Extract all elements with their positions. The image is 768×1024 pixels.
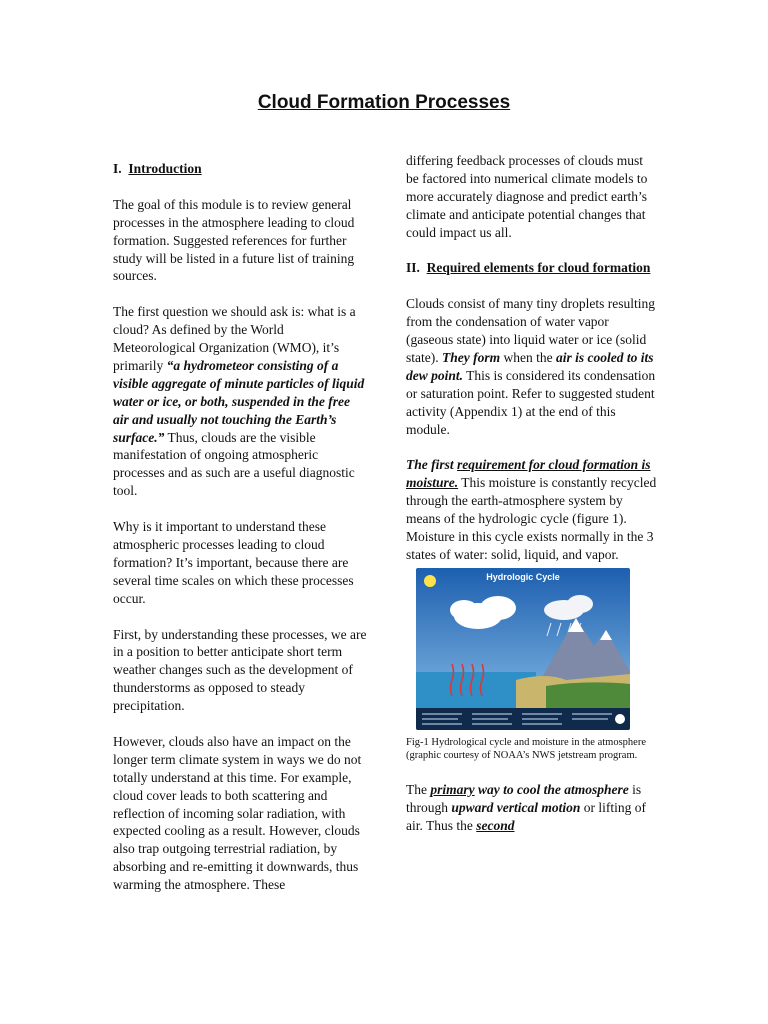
clouds-text-2: when the — [500, 349, 556, 365]
hydrologic-cycle-image — [416, 568, 630, 730]
page-title: Cloud Formation Processes — [257, 92, 511, 113]
they-form-emphasis: They form — [442, 349, 501, 365]
second-emphasis: second — [476, 817, 515, 833]
intro-heading-text: Introduction — [128, 161, 202, 176]
primary-emphasis: primary — [430, 781, 475, 797]
intro-p2-text-end: Thus, clouds are the visible manifestation of ongoing atmospheric processes and as such are a useful diagnostic tool. — [113, 429, 355, 499]
upward-motion-emphasis: upward vertical motion — [451, 799, 581, 815]
intro-paragraph-4: First, by understanding these processes, we are in a position to better anticipate short term weather changes such as the development of thunderstorms as opposed to steady precipitation. — [113, 626, 367, 714]
intro-paragraph-2 — [113, 303, 369, 500]
moisture-emphasis: moisture. — [406, 475, 459, 491]
cool-atmosphere-emphasis: way to cool the atmosphere — [474, 781, 629, 797]
primary-text-3: or lifting of air. Thus the — [406, 799, 647, 833]
primary-text: The — [406, 781, 431, 797]
intro-paragraph-3: Why is it important to understand these atmospheric processes leading to cloud formation? It’s important, because there are several time scales on which these processes occur. — [113, 519, 354, 606]
intro-paragraph-1: The goal of this module is to review general processes in the atmosphere leading to cloud formation. Suggested references for further study will be listed in a future list of training sources. — [113, 196, 355, 284]
noaa-logo-icon — [615, 714, 625, 724]
section-2-number: II. — [406, 260, 420, 276]
section-2-heading-text: Required elements for cloud formation — [426, 260, 651, 276]
figure-caption: Fig-1 Hydrological cycle and moisture in the atmosphere (graphic courtesy of NOAA’s NWS jetstream program. — [406, 736, 646, 762]
section-2-heading — [406, 259, 658, 277]
right-column — [406, 152, 658, 852]
hydrologic-cycle-graphic — [416, 568, 630, 730]
clouds-text: Clouds consist of many tiny droplets resulting from the condensation of water vapor (gaseous state) into liquid water or ice (solid state). — [406, 296, 655, 365]
section-2-paragraph-1 — [406, 295, 658, 438]
primary-text-2: is through — [406, 781, 642, 815]
wmo-definition-quote: “a hydrometeor consisting of a visible aggregate of minute particles of liquid water or ice, or both, suspended in the free air and usually not touching the Earth’s surface.” — [113, 357, 365, 445]
sun-icon — [424, 575, 436, 587]
section-2-paragraph-3 — [406, 781, 658, 835]
clouds-text-3: This is considered its condensation or saturation point. Refer to suggested student activity (Appendix 1) at the end of this module. — [406, 367, 656, 437]
intro-heading — [113, 160, 369, 178]
left-column — [113, 160, 369, 912]
moisture-text: This moisture is constantly recycled through the earth-atmosphere system by means of the hydrologic cycle (figure 1). Moisture in this cycle exists normally in the 3 states of water: solid, liquid, and vapor. — [406, 475, 657, 562]
intro-paragraph-5: However, clouds also have an impact on the longer term climate system in ways we do not totally understand at this time. For example, cloud cover leads to both scattering and reflection of incoming solar radiation, with expected cooling as a result. However, clouds also trap outgoing terrestrial radiation, by absorbing and re-emitting it downwards, thus warming the atmosphere. These — [113, 733, 362, 893]
section-2-paragraph-2 — [406, 456, 658, 563]
first-emphasis: The first — [406, 457, 454, 473]
land-icon — [546, 682, 630, 708]
intro-p2-text: The first question we should ask is: what is a cloud? As defined by the World Meteorological Organization (WMO), it’s primarily — [113, 304, 356, 373]
intro-heading-number: I. — [113, 161, 122, 176]
requirement-emphasis: requirement for cloud formation is — [457, 457, 651, 473]
right-paragraph-continued: differing feedback processes of clouds must be factored into numerical climate models to more accurately diagnose and predict earth’s climate and anticipate potential changes that could impact us all. — [406, 153, 648, 240]
dew-point-emphasis: air is cooled to its dew point. — [406, 349, 654, 383]
figure-title: Hydrologic Cycle — [486, 571, 560, 582]
hydrologic-cycle-figure — [406, 568, 658, 763]
